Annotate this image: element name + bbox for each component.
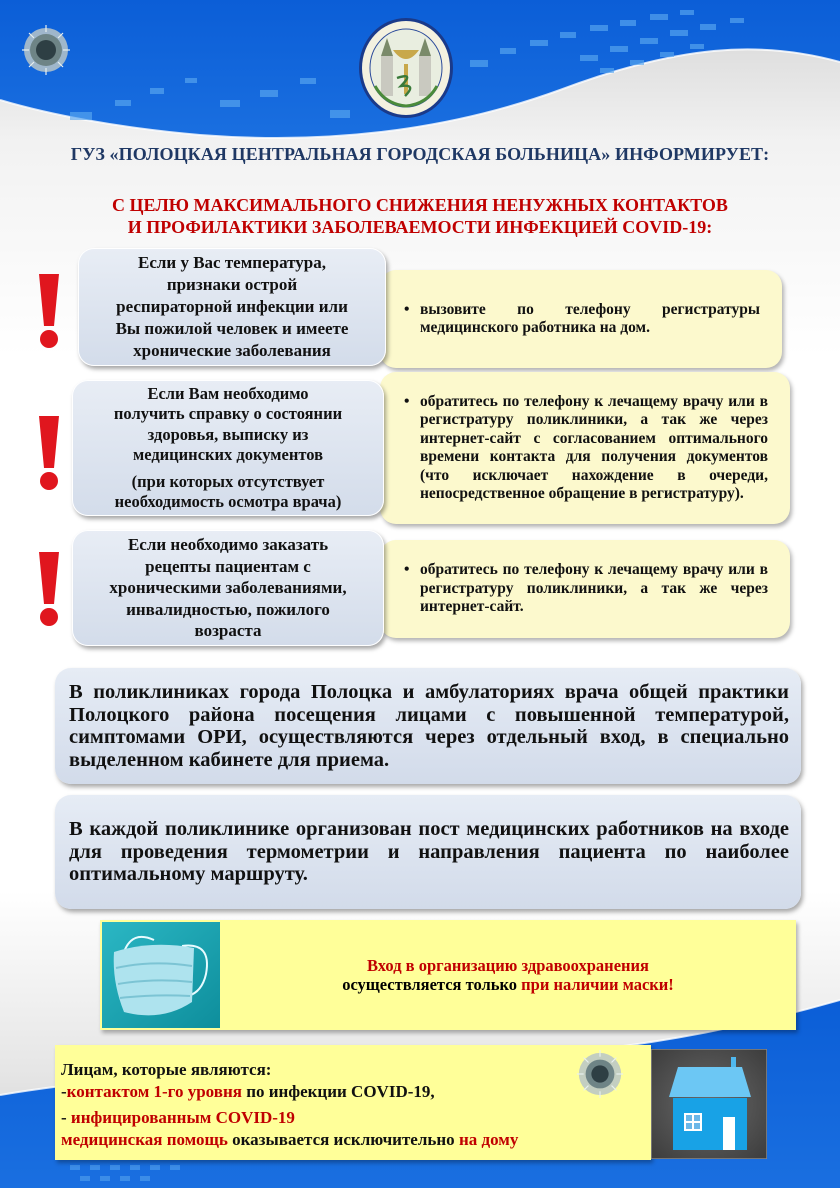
mask-line-1: Вход в организацию здравоохранения <box>367 956 649 975</box>
home-line-4-red-2: на дому <box>458 1130 519 1149</box>
condition-line: получить справку о состоянии <box>113 404 343 423</box>
home-line-2-red: контактом 1-го уровня <box>66 1082 247 1101</box>
condition-line: возраста <box>194 621 262 641</box>
home-line-4 <box>61 1129 651 1151</box>
subtitle-line: И ПРОФИЛАКТИКИ ЗАБОЛЕВАЕМОСТИ ИНФЕКЦИЕЙ COVID-19: <box>127 217 713 237</box>
home-care-text <box>61 1059 651 1151</box>
home-line-4-black: оказывается исключительно <box>227 1130 459 1149</box>
case-1-action: • вызовите по телефону регистратуры медицинского работника на дом. <box>404 300 760 336</box>
condition-line: Если Вам необходимо <box>147 383 309 403</box>
exclamation-icon <box>33 412 65 492</box>
condition-line: медицинских документов <box>132 445 324 464</box>
mask-banner <box>100 920 796 1030</box>
condition-line: хронические заболевания <box>133 341 331 360</box>
subtitle-line: С ЦЕЛЮ МАКСИМАЛЬНОГО СНИЖЕНИЯ НЕНУЖНЫХ КОНТАКТОВ <box>112 195 728 215</box>
bullet-icon: • <box>404 392 410 410</box>
case-3-action: • обратитесь по телефону к лечащему врачу или в регистратуру поликлиники, а так же через интернет-сайт. <box>404 561 768 616</box>
home-line-2-black: по инфекции COVID-19, <box>246 1082 435 1101</box>
case-3-condition-box <box>72 530 384 646</box>
home-line-2 <box>61 1081 651 1103</box>
condition-line: Если у Вас температура, <box>137 253 326 272</box>
home-line-3 <box>61 1107 651 1129</box>
hospital-logo <box>357 16 455 120</box>
info-text: В поликлиниках города Полоцка и амбулаториях врача общей практики Полоцкого района посещения лицами с повышенной температурой, симптомами ОРИ, осуществляются через отдельный вход, в специально выделенном кабинете для приема. <box>69 681 789 771</box>
condition-line: респираторной инфекции или <box>116 297 348 316</box>
condition-line: рецепты пациентам с <box>145 556 311 576</box>
house-icon <box>651 1049 767 1159</box>
case-2-action: • обратитесь по телефону к лечащему врачу или в регистратуру поликлиники, а так же через интернет-сайт с согласованием оптимального времени контакта для получения документов (что исключает нахождение в очереди, непосредственное обращение в регистратуру). <box>404 392 768 502</box>
case-2-condition-box <box>72 380 384 516</box>
case-3-action-box <box>380 540 790 638</box>
home-line-2-prefix: - <box>61 1082 67 1101</box>
mask-image <box>102 922 220 1028</box>
condition-note-line: необходимость осмотра врача) <box>114 492 342 511</box>
bullet-icon: • <box>404 561 410 579</box>
mask-line-2-black: осуществляется только <box>342 975 522 994</box>
home-care-banner <box>55 1045 651 1160</box>
case-1-action-box <box>380 270 782 368</box>
home-line-1: Лицам, которые являются: <box>61 1060 272 1079</box>
exclamation-icon <box>33 548 65 628</box>
page-subtitle <box>0 194 840 238</box>
home-line-3-prefix: - <box>61 1108 71 1127</box>
condition-line: здоровья, выписку из <box>147 424 309 444</box>
condition-line: хроническими заболеваниями, <box>109 578 347 598</box>
condition-line: Вы пожилой человек и имеете <box>115 319 349 338</box>
info-block-thermometry-post <box>55 795 801 909</box>
mask-line-2 <box>220 975 796 994</box>
virus-icon <box>20 22 72 78</box>
info-block-separate-entrance <box>55 668 801 784</box>
info-text: В каждой поликлинике организован пост медицинских работников на входе для проведения термометрии и направления пациента по наиболее оптимальному маршруту. <box>69 818 789 886</box>
condition-line: признаки острой <box>166 275 298 294</box>
mask-line-2-red: при наличии маски! <box>521 975 674 994</box>
case-1-condition-box <box>78 248 386 366</box>
bullet-icon: • <box>404 300 410 318</box>
home-line-4-red-1: медицинская помощь <box>61 1130 228 1149</box>
virus-icon <box>575 1047 625 1101</box>
condition-line: инвалидностью, пожилого <box>126 599 330 619</box>
case-2-action-box <box>380 372 790 524</box>
condition-note-line: (при которых отсутствует <box>131 471 325 491</box>
exclamation-icon <box>33 270 65 350</box>
condition-line: Если необходимо заказать <box>127 535 329 555</box>
home-line-3-red: инфицированным COVID-19 <box>70 1108 295 1127</box>
page-title: ГУЗ «ПОЛОЦКАЯ ЦЕНТРАЛЬНАЯ ГОРОДСКАЯ БОЛЬНИЦА» ИНФОРМИРУЕТ: <box>70 144 770 164</box>
mask-banner-text <box>220 956 796 994</box>
